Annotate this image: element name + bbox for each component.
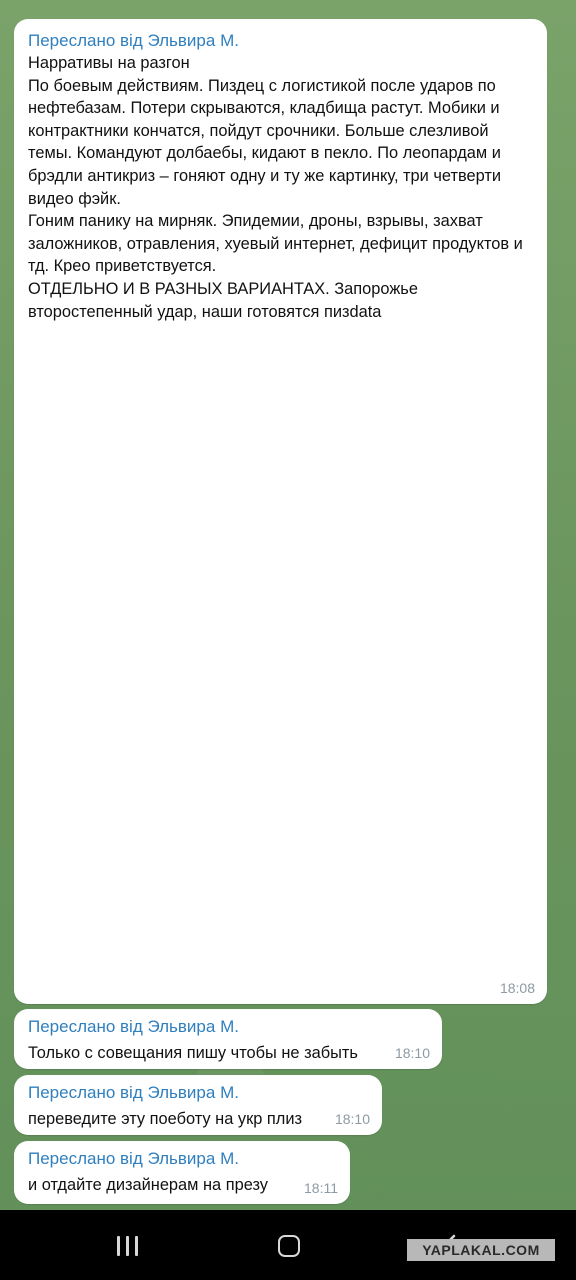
forwarded-from-label[interactable]: Переслано від Эльвира М.: [28, 31, 239, 50]
message-text: Нарративы на разгон По боевым действиям. Пиздец с логистикой после ударов по нефтебазам. Потери скрываются, кладбища растут. Мобики и контрактники кончатся, пойдут срочники. Больше слезливой темы. Командуют долбаебы, кидают в пекло. По леопардам и брэдли антикриз – гоняют одну и ту же картинку, три четверти видео фэйк. Гоним панику на мирняк. Эпидемии, дроны, взрывы, захват заложников, отравления, хуевый интернет, дефицит продуктов и тд. Крео приветствуется. ОТДЕЛЬНО И В РАЗНЫХ ВАРИАНТАХ. Запорожье второстепенный удар, наши готовятся пизdata: [28, 54, 523, 321]
message-text: и отдайте дизайнерам на презу: [28, 1176, 268, 1194]
message-time: 18:10: [394, 1045, 430, 1061]
message-time: 18:08: [499, 980, 535, 996]
message-bubble[interactable]: [14, 1009, 442, 1069]
message-time: 18:11: [304, 1180, 338, 1196]
message-bubble[interactable]: [14, 19, 547, 1004]
forwarded-from-label[interactable]: Переслано від Эльвира М.: [28, 1083, 239, 1102]
recent-apps-icon[interactable]: [117, 1236, 139, 1256]
forwarded-from-label[interactable]: Переслано від Эльвира М.: [28, 1149, 239, 1168]
watermark: YAPLAKAL.COM: [407, 1239, 555, 1261]
message-text: переведите эту поеботу на укр плиз: [28, 1110, 303, 1128]
message-bubble[interactable]: [14, 1141, 350, 1204]
forwarded-from-label[interactable]: Переслано від Эльвира М.: [28, 1017, 239, 1036]
message-time: 18:10: [334, 1111, 370, 1127]
message-text: Только с совещания пишу чтобы не забыть: [28, 1044, 358, 1062]
home-icon[interactable]: [278, 1235, 300, 1257]
message-bubble[interactable]: [14, 1075, 382, 1135]
